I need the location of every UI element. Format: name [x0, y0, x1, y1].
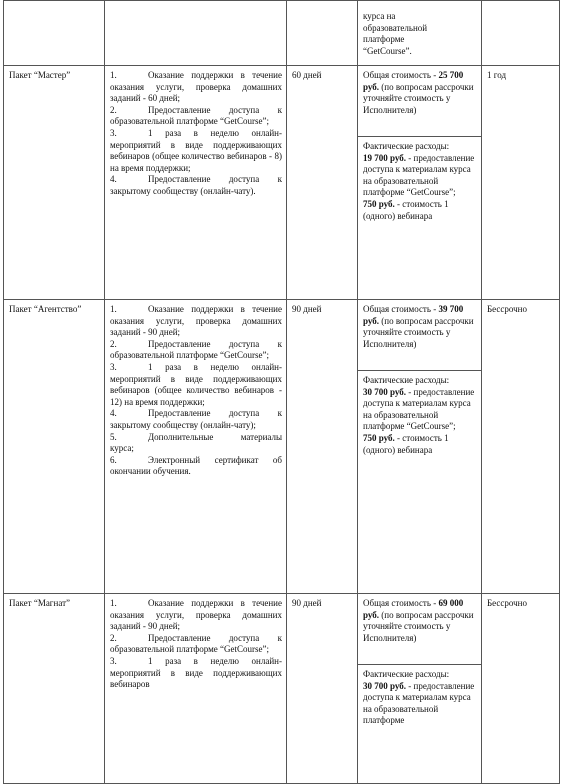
- services-cell: [105, 66, 287, 300]
- services-list: [110, 70, 282, 198]
- duration-cell: [287, 1, 358, 66]
- access-cell: [482, 1, 560, 66]
- package-name: Пакет “Агентство”: [9, 304, 82, 314]
- list-item: 3. 1 раза в неделю онлайн-мероприятий в виде поддерживающих вебинаров (общее количество вебинаров - 12) на время поддержки;: [110, 361, 282, 407]
- cost-total: Общая стоимость - 69 000 руб. (по вопросам рассрочки уточняйте стоимость у Исполнителя): [363, 598, 474, 643]
- cost-actual: Фактические расходы: 30 700 руб. - предоставление доступа к материалам курса на образовательной платформе “GetCourse”; 750 руб. - стоимость 1 (одного) вебинара: [358, 370, 481, 460]
- cost-actual: Фактические расходы: 19 700 руб. - предоставление доступа к материалам курса на образовательной платформе “GetCourse”; 750 руб. - стоимость 1 (одного) вебинара: [358, 136, 481, 226]
- cost-line: “GetCourse”.: [363, 45, 412, 56]
- tariff-table: [3, 0, 560, 784]
- services-list: [110, 304, 282, 478]
- package-name: Пакет “Мастер”: [9, 70, 71, 80]
- list-item: 2. Предоставление доступа к образовательной платформе “GetCourse”;: [110, 338, 282, 361]
- cost-line: образовательной: [363, 22, 428, 33]
- cost-cell: [358, 594, 482, 784]
- access-cell: 1 год: [482, 66, 560, 300]
- list-item: 3. 1 раза в неделю онлайн-мероприятий в виде поддерживающих вебинаров (общее количество вебинаров - 8) на время поддержки;: [110, 127, 282, 173]
- table-row-magnat: [4, 594, 560, 784]
- services-list: [110, 598, 282, 691]
- list-item: 2. Предоставление доступа к образовательной платформе “GetCourse”;: [110, 104, 282, 127]
- cost-cell: [358, 1, 482, 66]
- package-cell: [4, 66, 105, 300]
- services-cell: [105, 1, 287, 66]
- list-item: 1. Оказание поддержки в течение оказания услуги, проверка домашних заданий - 90 дней;: [110, 304, 282, 338]
- list-item: 1. Оказание поддержки в течение оказания услуги, проверка домашних заданий - 60 дней;: [110, 70, 282, 104]
- cost-total: Общая стоимость - 39 700 руб. (по вопросам рассрочки уточняйте стоимость у Исполнителя): [363, 304, 474, 349]
- list-item: 3. 1 раза в неделю онлайн-мероприятий в виде поддерживающих вебинаров: [110, 655, 282, 690]
- services-cell: [105, 594, 287, 784]
- cost-actual: Фактические расходы: 30 700 руб. - предоставление доступа к материалам курса на образовательной платформе: [358, 664, 481, 731]
- table-row-agency: [4, 300, 560, 594]
- cost-actual-continued: [363, 11, 477, 57]
- cost-total: Общая стоимость - 25 700 руб. (по вопросам рассрочки уточняйте стоимость у Исполнителя): [363, 70, 474, 115]
- list-item: 5. Дополнительные материалы курса;: [110, 431, 282, 454]
- duration-cell: 60 дней: [287, 66, 358, 300]
- list-item: 4. Предоставление доступа к закрытому сообществу (онлайн-чату);: [110, 408, 282, 430]
- list-item: 2. Предоставление доступа к образовательной платформе “GetCourse”;: [110, 632, 282, 655]
- table-row-continuation: [4, 1, 560, 66]
- package-name: Пакет “Магнат”: [9, 598, 71, 608]
- cost-line: курса на: [363, 11, 396, 21]
- list-item: 4. Предоставление доступа к закрытому сообществу (онлайн-чату).: [110, 174, 282, 196]
- cost-cell: [358, 300, 482, 594]
- package-cell: [4, 1, 105, 66]
- duration-cell: 90 дней: [287, 594, 358, 784]
- cost-cell: [358, 66, 482, 300]
- cost-line: платформе: [363, 34, 405, 45]
- list-item: 6. Электронный сертификат об окончании обучения.: [110, 454, 282, 477]
- table-row-master: [4, 66, 560, 300]
- package-cell: [4, 300, 105, 594]
- package-cell: [4, 594, 105, 784]
- access-cell: Бессрочно: [482, 594, 560, 784]
- duration-cell: 90 дней: [287, 300, 358, 594]
- list-item: 1. Оказание поддержки в течение оказания услуги, проверка домашних заданий - 90 дней;: [110, 598, 282, 632]
- access-cell: Бессрочно: [482, 300, 560, 594]
- services-cell: [105, 300, 287, 594]
